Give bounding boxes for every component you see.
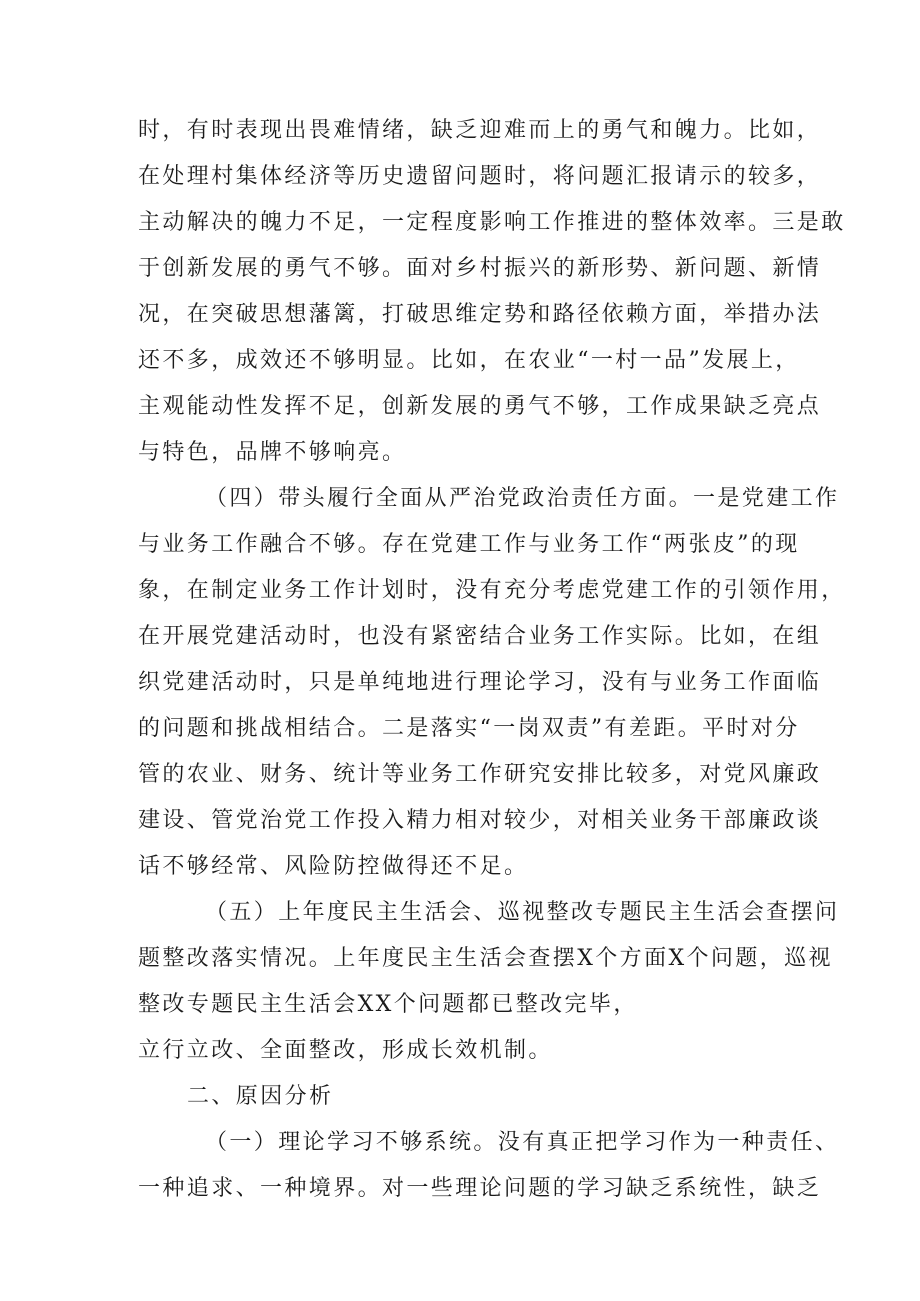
text-line: 立行立改、全面整改，形成长效机制。 bbox=[138, 1038, 553, 1063]
text-line: 还不多，成效还不够明显。比如，在农业“一村一品”发展上， bbox=[138, 348, 800, 373]
text-line: 一种追求、一种境界。对一些理论问题的学习缺乏系统性，缺乏 bbox=[138, 1176, 822, 1201]
text-line: 与特色，品牌不够响亮。 bbox=[138, 440, 407, 465]
text-line: 管的农业、财务、统计等业务工作研究安排比较多，对党风廉政 bbox=[138, 762, 822, 787]
text-line: 建设、管党治党工作投入精力相对较少，对相关业务干部廉政谈 bbox=[138, 808, 822, 833]
text-line: 在处理村集体经济等历史遗留问题时，将问题汇报请示的较多， bbox=[138, 164, 822, 189]
text-line: 的问题和挑战相结合。二是落实“一岗双责”有差距。平时对分 bbox=[138, 716, 800, 741]
section-heading: 二、原因分析 bbox=[187, 1084, 334, 1109]
text-line: 时，有时表现出畏难情绪，缺乏迎难而上的勇气和魄力。比如， bbox=[138, 118, 822, 143]
text-line: （一）理论学习不够系统。没有真正把学习作为一种责任、 bbox=[205, 1130, 840, 1155]
text-line: 织党建活动时，只是单纯地进行理论学习，没有与业务工作面临 bbox=[138, 670, 822, 695]
text-line: 象，在制定业务工作计划时，没有充分考虑党建工作的引领作用， bbox=[138, 578, 846, 603]
text-line: 主观能动性发挥不足，创新发展的勇气不够，工作成果缺乏亮点 bbox=[138, 394, 822, 419]
text-line: 况，在突破思想藩篱，打破思维定势和路径依赖方面，举措办法 bbox=[138, 302, 822, 327]
text-line: 题整改落实情况。上年度民主生活会查摆X个方面X个问题，巡视 bbox=[138, 946, 833, 971]
text-line: 话不够经常、风险防控做得还不足。 bbox=[138, 854, 529, 879]
text-line: 在开展党建活动时，也没有紧密结合业务工作实际。比如，在组 bbox=[138, 624, 822, 649]
text-line: （五）上年度民主生活会、巡视整改专题民主生活会查摆问 bbox=[205, 900, 840, 925]
text-line: 于创新发展的勇气不够。面对乡村振兴的新形势、新问题、新情 bbox=[138, 256, 822, 281]
text-line: （四）带头履行全面从严治党政治责任方面。一是党建工作 bbox=[205, 486, 840, 511]
text-line: 主动解决的魄力不足，一定程度影响工作推进的整体效率。三是敢 bbox=[138, 210, 846, 235]
text-line: 与业务工作融合不够。存在党建工作与业务工作“两张皮”的现 bbox=[138, 532, 800, 557]
text-line: 整改专题民主生活会XX个问题都已整改完毕， bbox=[138, 992, 638, 1017]
